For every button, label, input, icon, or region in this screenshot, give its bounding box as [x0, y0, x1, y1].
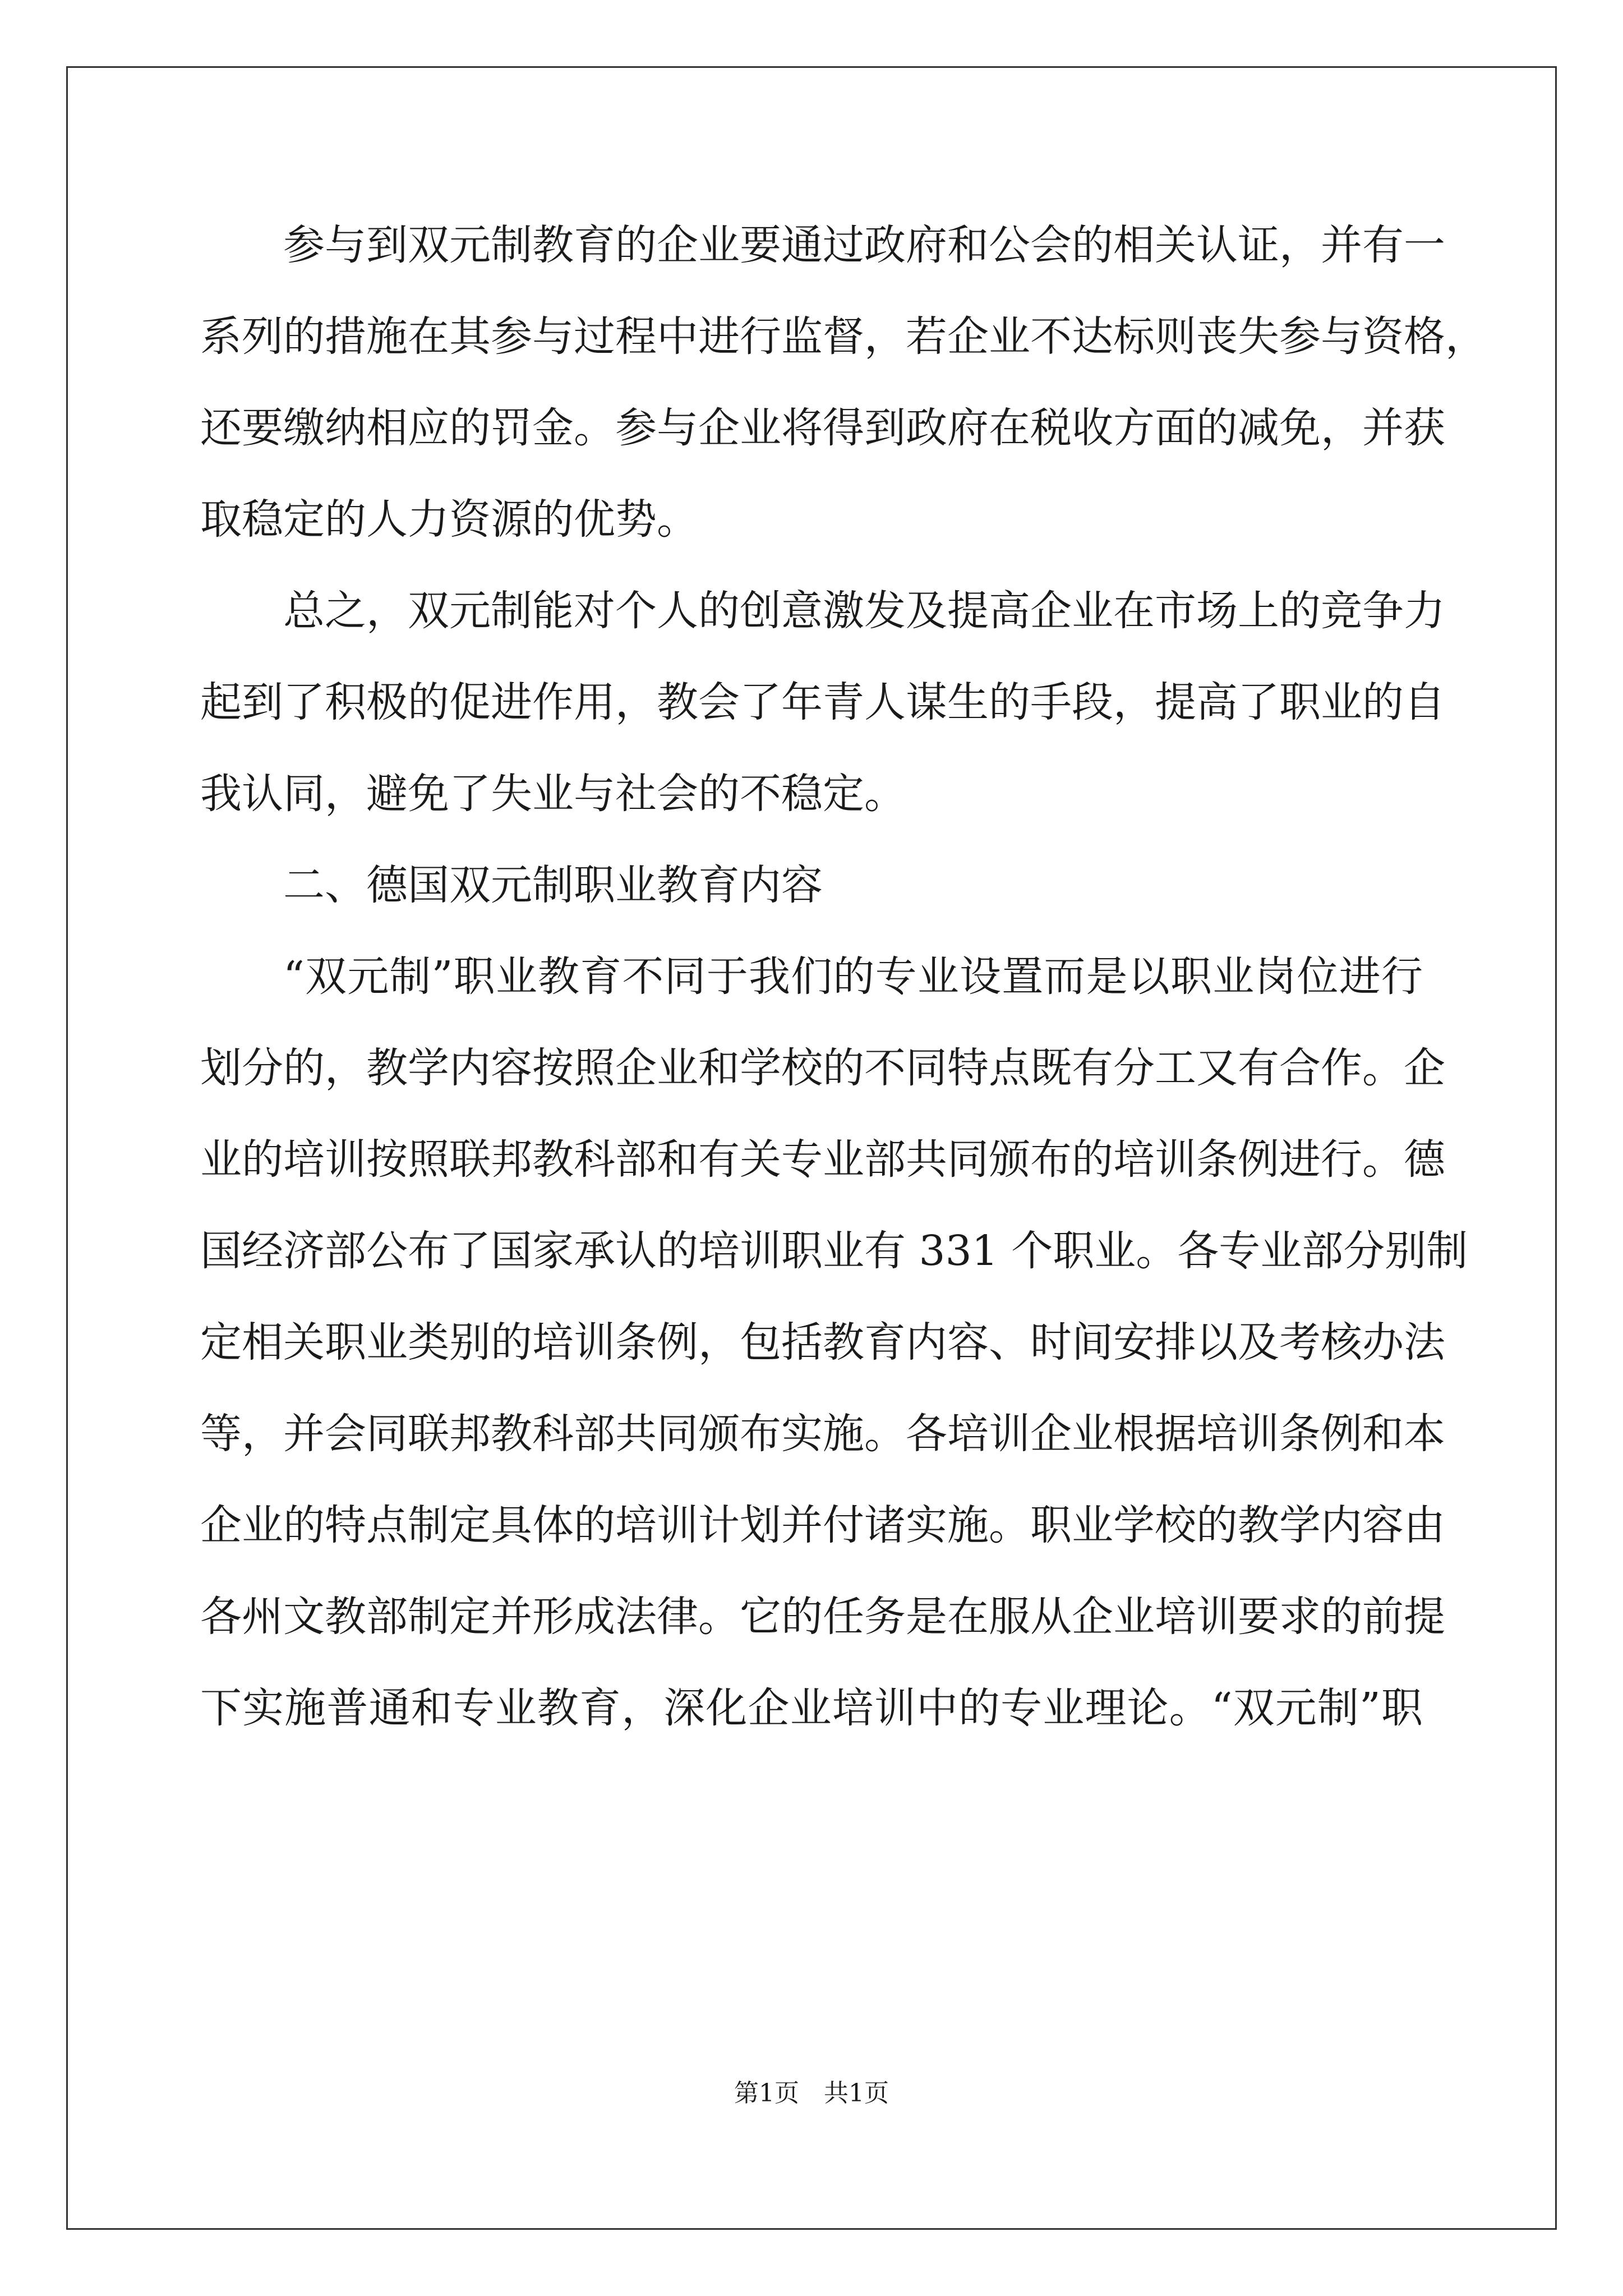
paragraph-line: 取稳定的人力资源的优势。 — [200, 495, 698, 544]
paragraph-line: “双元制”职业教育不同于我们的专业设置而是以职业岗位进行 — [283, 953, 1423, 1001]
paragraph-line: 总之，双元制能对个人的创意激发及提高企业在市场上的竞争力 — [283, 587, 1445, 635]
section-heading: 二、德国双元制职业教育内容 — [283, 861, 823, 909]
paragraph-line: 国经济部公布了国家承认的培训职业有 331 个职业。各专业部分别制 — [200, 1227, 1468, 1275]
paragraph-line: 等，并会同联邦教科部共同颁布实施。各培训企业根据培训条例和本 — [200, 1410, 1445, 1458]
paragraph-line: 业的培训按照联邦教科部和有关专业部共同颁布的培训条例进行。德 — [200, 1135, 1445, 1184]
paragraph-line: 参与到双元制教育的企业要通过政府和公会的相关认证，并有一 — [283, 221, 1445, 269]
paragraph-line: 我认同，避免了失业与社会的不稳定。 — [200, 770, 906, 818]
document-body — [200, 214, 1487, 1769]
paragraph-line: 下实施普通和专业教育，深化企业培训中的专业理论。“双元制”职 — [200, 1684, 1423, 1732]
page-footer: 第1页 共1页 — [734, 2079, 889, 2108]
paragraph-line: 划分的，教学内容按照企业和学校的不同特点既有分工又有合作。企 — [200, 1044, 1445, 1092]
paragraph-line: 企业的特点制定具体的培训计划并付诸实施。职业学校的教学内容由 — [200, 1501, 1445, 1549]
paragraph-line: 还要缴纳相应的罚金。参与企业将得到政府在税收方面的减免，并获 — [200, 404, 1445, 452]
paragraph-line: 系列的措施在其参与过程中进行监督，若企业不达标则丧失参与资格， — [200, 312, 1487, 361]
paragraph-line: 各州文教部制定并形成法律。它的任务是在服从企业培训要求的前提 — [200, 1593, 1445, 1641]
paragraph-line: 定相关职业类别的培训条例，包括教育内容、时间安排以及考核办法 — [200, 1318, 1445, 1366]
paragraph-line: 起到了积极的促进作用，教会了年青人谋生的手段，提高了职业的自 — [200, 678, 1445, 726]
